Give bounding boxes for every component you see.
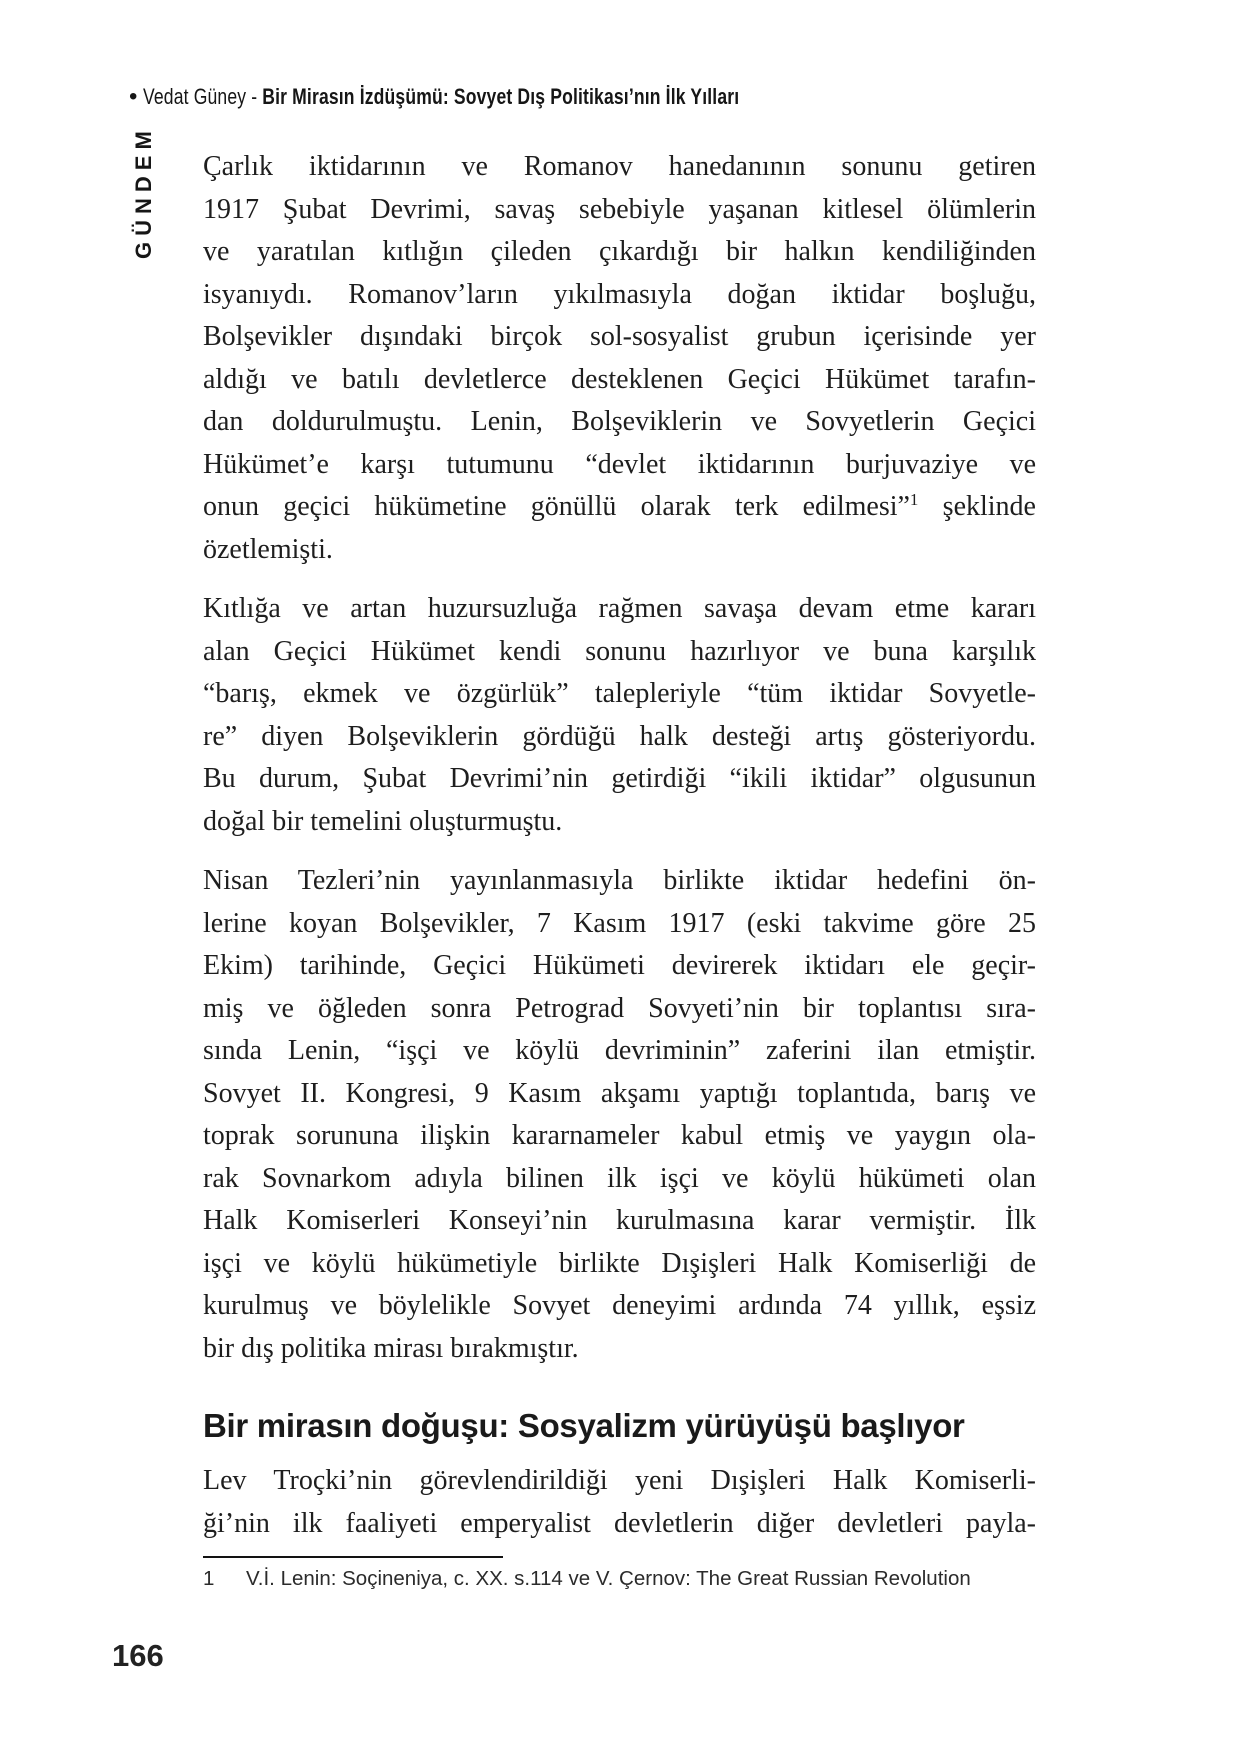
header-author: Vedat Güney - (143, 84, 258, 109)
quote-text: onun geçici hükümetine gönüllü olarak terk edilmesi” (203, 491, 910, 522)
paragraph-2 (203, 588, 1036, 843)
text-line: özetlemişti. (203, 533, 333, 565)
text-segment: şeklinde (918, 491, 1036, 522)
text-line: ği’nin ilk faaliyeti emperyalist devletlerin diğer devletleri payla- (203, 1507, 1036, 1539)
header-text (143, 84, 739, 110)
article-body (203, 146, 1036, 1562)
footnote (203, 1566, 1036, 1592)
text-line (203, 486, 1036, 529)
text-line: Kıtlığa ve artan huzursuzluğa rağmen savaşa devam etme kararı (203, 593, 1036, 624)
paragraph-1 (203, 146, 1036, 571)
paragraph-4 (203, 1460, 1036, 1545)
text-line: aldığı ve batılı devletlerce desteklenen Geçici Hükümet tarafın- (203, 363, 1036, 395)
text-line: dan doldurulmuştu. Lenin, Bolşeviklerin ve Sovyetlerin Geçici (203, 406, 1036, 437)
text-line: Halk Komiserleri Konseyi’nin kurulmasına karar vermiştir. İlk (203, 1205, 1036, 1236)
page-number: 166 (112, 1638, 164, 1673)
section-heading: Bir mirasın doğuşu: Sosyalizm yürüyüşü başlıyor (203, 1407, 965, 1444)
text-line: ve yaratılan kıtlığın çileden çıkardığı bir halkın kendiliğinden (203, 236, 1036, 267)
footnote-divider (203, 1556, 503, 1558)
text-line: isyanıydı. Romanov’ların yıkılmasıyla doğan iktidar boşluğu, (203, 278, 1036, 310)
footnote-text: V.İ. Lenin: Soçineniya, c. XX. s.114 ve V. Çernov: The Great Russian Revolution (246, 1567, 971, 1590)
paragraph-3 (203, 860, 1036, 1370)
text-line: miş ve öğleden sonra Petrograd Sovyeti’nin bir toplantısı sıra- (203, 992, 1036, 1024)
text-line: toprak sorununa ilişkin kararnameler kabul etmiş ve yaygın ola- (203, 1120, 1036, 1151)
text-line: 1917 Şubat Devrimi, savaş sebebiyle yaşanan kitlesel ölümlerin (203, 193, 1036, 225)
page-header (129, 84, 908, 110)
text-line: Hükümet’e karşı tutumunu “devlet iktidarının burjuvaziye ve (203, 448, 1036, 480)
text-line: Çarlık iktidarının ve Romanov hanedanının sonunu getiren (203, 151, 1036, 182)
text-line: re” diyen Bolşeviklerin gördüğü halk desteği artış gösteriyordu. (203, 720, 1036, 752)
footnote-ref: 1 (909, 490, 919, 509)
text-line: lerine koyan Bolşevikler, 7 Kasım 1917 (eski takvime göre 25 (203, 907, 1036, 939)
text-line: “barış, ekmek ve özgürlük” talepleriyle “tüm iktidar Sovyetle- (203, 678, 1036, 709)
text-line: doğal bir temelini oluşturmuştu. (203, 805, 563, 837)
text-line: alan Geçici Hükümet kendi sonunu hazırlıyor ve buna karşılık (203, 635, 1036, 667)
text-line: Nisan Tezleri’nin yayınlanmasıyla birlikte iktidar hedefini ön- (203, 865, 1036, 896)
text-line: Bu durum, Şubat Devrimi’nin getirdiği “ikili iktidar” olgusunun (203, 763, 1036, 794)
vertical-section-label: GÜNDEM (131, 125, 156, 259)
text-line: bir dış politika mirası bırakmıştır. (203, 1332, 579, 1364)
text-line: işçi ve köylü hükümetiyle birlikte Dışişleri Halk Komiserliği de (203, 1247, 1036, 1279)
text-line: rak Sovnarkom adıyla bilinen ilk işçi ve köylü hükümeti olan (203, 1162, 1036, 1194)
bullet-icon: • (129, 83, 138, 110)
text-line: Lev Troçki’nin görevlendirildiği yeni Dışişleri Halk Komiserli- (203, 1465, 1036, 1496)
text-line: sında Lenin, “işçi ve köylü devriminin” zaferini ilan etmiştir. (203, 1035, 1036, 1066)
text-line: Ekim) tarihinde, Geçici Hükümeti devirerek iktidarı ele geçir- (203, 950, 1036, 981)
text-line: Bolşevikler dışındaki birçok sol-sosyalist grubun içerisinde yer (203, 321, 1036, 352)
footnote-number: 1 (203, 1567, 215, 1590)
text-line: Sovyet II. Kongresi, 9 Kasım akşamı yaptığı toplantıda, barış ve (203, 1077, 1036, 1109)
header-title: Bir Mirasın İzdüşümü: Sovyet Dış Politikası’nın İlk Yılları (262, 84, 740, 109)
text-line: kurulmuş ve böylelikle Sovyet deneyimi ardında 74 yıllık, eşsiz (203, 1290, 1036, 1321)
